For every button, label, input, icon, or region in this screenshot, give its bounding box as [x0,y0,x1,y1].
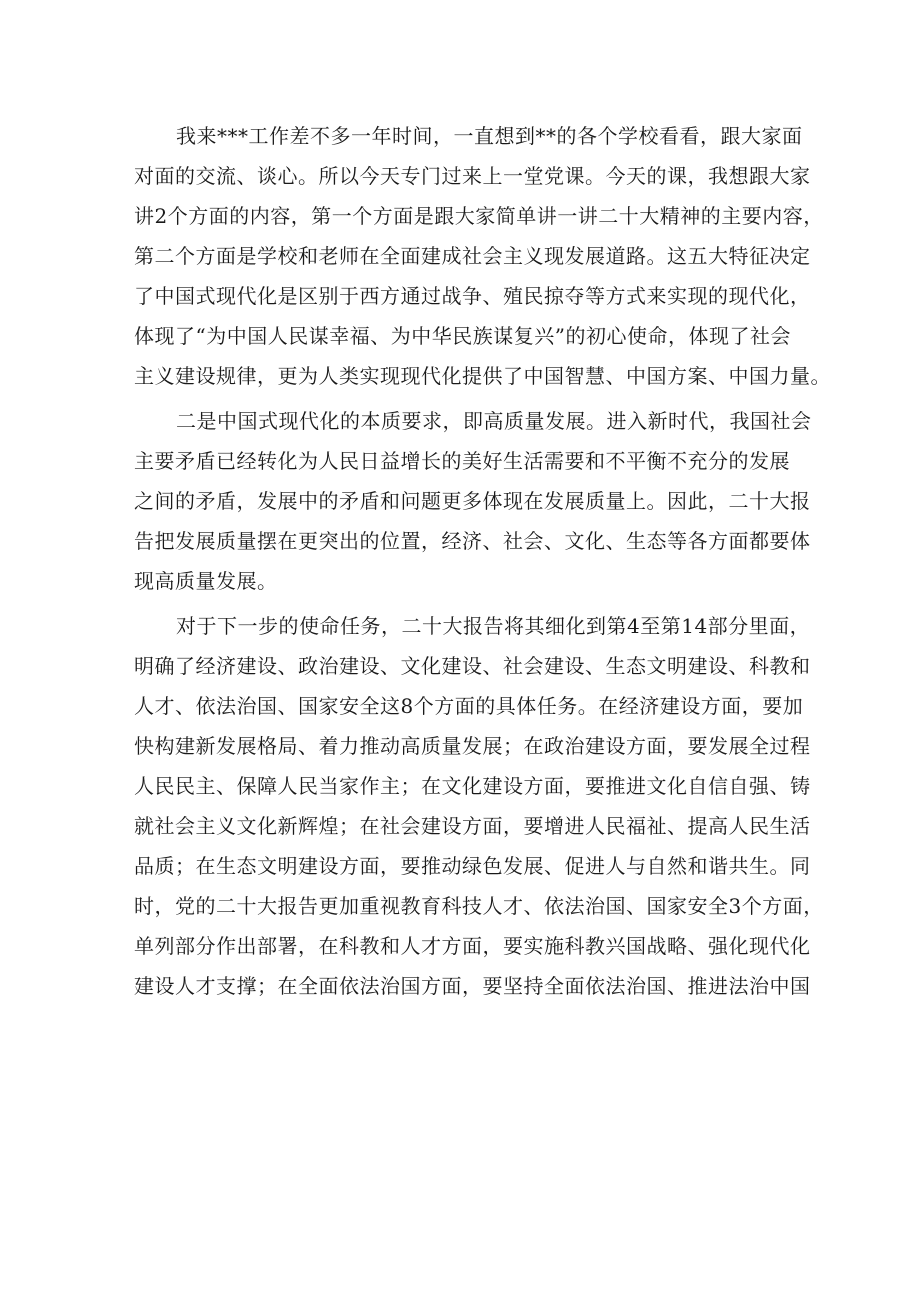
text-line: 明确了经济建设、政治建设、文化建设、社会建设、生态文明建设、科教和 [134,654,811,678]
text-line: 之间的矛盾，发展中的矛盾和问题更多体现在发展质量上。因此，二十大报 [134,489,811,513]
paragraph-3 [134,606,824,1006]
text-line: 了中国式现代化是区别于西方通过战争、殖民掠夺等方式来实现的现代化， [134,284,811,308]
text-line: 人才、依法治国、国家安全这8个方面的具体任务。在经济建设方面，要加 [134,694,804,718]
text-line: 人民民主、保障人民当家作主；在文化建设方面，要推进文化自信自强、铸 [134,774,811,798]
text-line: 快构建新发展格局、着力推动高质量发展；在政治建设方面，要发展全过程 [134,734,811,758]
text-line: 建设人才支撑；在全面依法治国方面，要坚持全面依法治国、推进法治中国 [134,974,811,998]
text-line: 主义建设规律，更为人类实现现代化提供了中国智慧、中国方案、中国力量。 [134,364,831,388]
text-line: 时，党的二十大报告更加重视教育科技人才、依法治国、国家安全3个方面， [134,894,824,918]
text-line: 讲2个方面的内容，第一个方面是跟大家简单讲一讲二十大精神的主要内容， [134,204,824,228]
text-line: 就社会主义文化新辉煌；在社会建设方面，要增进人民福祉、提高人民生活 [134,814,811,838]
text-line: 主要矛盾已经转化为人民日益增长的美好生活需要和不平衡不充分的发展 [134,449,790,473]
text-line: 我来***工作差不多一年时间，一直想到**的各个学校看看，跟大家面 [176,124,803,148]
text-line: 品质；在生态文明建设方面，要推动绿色发展、促进人与自然和谐共生。同 [134,854,811,878]
text-line: 对于下一步的使命任务，二十大报告将其细化到第4至第14部分里面， [176,614,811,638]
paragraph-1 [134,116,831,396]
text-line: 对面的交流、谈心。所以今天专门过来上一堂党课。今天的课，我想跟大家 [134,164,811,188]
text-line: 二是中国式现代化的本质要求，即高质量发展。进入新时代，我国社会 [176,409,812,433]
document-body [134,116,831,1006]
text-line: 现高质量发展。 [134,569,278,593]
text-line: 告把发展质量摆在更突出的位置，经济、社会、文化、生态等各方面都要体 [134,529,811,553]
text-line: 体现了“为中国人民谋幸福、为中华民族谋复兴”的初心使命，体现了社会 [134,324,791,348]
paragraph-2 [134,401,812,601]
text-line: 第二个方面是学校和老师在全面建成社会主义现发展道路。这五大特征决定 [134,244,811,268]
text-line: 单列部分作出部署，在科教和人才方面，要实施科教兴国战略、强化现代化 [134,934,811,958]
